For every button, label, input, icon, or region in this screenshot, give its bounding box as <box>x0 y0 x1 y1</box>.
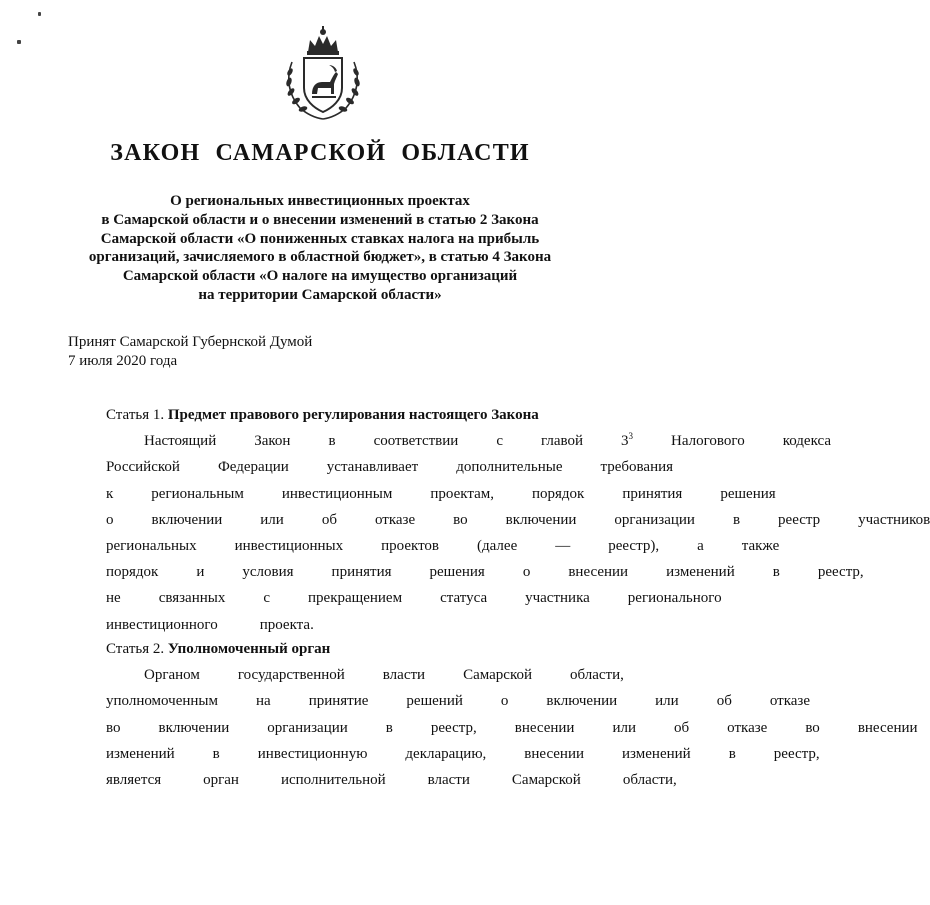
paragraph-word: решений <box>406 693 463 710</box>
paragraph-word: инвестиционную <box>257 745 368 762</box>
paragraph-word: и <box>196 564 205 581</box>
samara-coat-of-arms-icon <box>282 22 364 122</box>
paragraph-word: внесении <box>524 745 585 762</box>
paragraph-word: или <box>612 719 637 736</box>
paragraph-word: порядок <box>532 485 585 502</box>
law-subtitle <box>40 192 600 305</box>
paragraph-word: об <box>321 511 337 528</box>
paragraph-word: организации <box>267 719 348 736</box>
paragraph-word: власти <box>427 772 470 789</box>
paragraph-word: Российской <box>106 459 180 476</box>
article-paragraph <box>68 662 918 793</box>
paragraph-word: в <box>328 433 336 450</box>
paragraph-word: инвестиционных <box>234 538 344 555</box>
paragraph-word: внесении <box>568 564 629 581</box>
paragraph-line <box>68 741 820 767</box>
paragraph-word: об <box>674 719 690 736</box>
paragraph-word: организации <box>614 511 695 528</box>
paragraph-word: региональных <box>106 538 197 555</box>
paragraph-word: внесении <box>857 719 918 736</box>
subtitle-line: на территории Самарской области» <box>198 286 442 303</box>
paragraph-word: также <box>741 538 780 555</box>
paragraph-word: изменений <box>106 745 175 762</box>
paragraph-word: инвестиционным <box>281 485 393 502</box>
paragraph-word: Настоящий <box>144 433 217 450</box>
article-label: Статья 2. <box>106 641 165 657</box>
paragraph-word: реестр, <box>817 564 864 581</box>
article-label: Статья 1. <box>106 407 165 423</box>
paragraph-word: связанных <box>158 590 226 607</box>
paragraph-word: проекта. <box>259 616 314 633</box>
paragraph-word: региональным <box>151 485 244 502</box>
paragraph-word: власти <box>382 667 426 684</box>
paragraph-word: включении <box>505 511 577 528</box>
paragraph-word: области, <box>622 772 677 789</box>
paragraph-word: не <box>106 590 121 607</box>
paragraph-word: условия <box>242 564 294 581</box>
paragraph-line <box>68 559 864 585</box>
paragraph-word: включении <box>151 511 223 528</box>
paragraph-word: во <box>453 511 468 528</box>
subtitle-line: в Самарской области и о внесении изменений в статью 2 Закона <box>101 211 539 228</box>
paragraph-line <box>68 533 780 559</box>
paragraph-word: включении <box>546 693 618 710</box>
paragraph-word: принятие <box>308 693 369 710</box>
article-heading <box>68 636 559 662</box>
article-paragraph <box>68 428 930 638</box>
paragraph-word: отказе <box>769 693 811 710</box>
paragraph-word: в <box>212 745 220 762</box>
paragraph-word: реестр), <box>608 538 660 555</box>
paragraph-word: инвестиционного <box>106 616 218 633</box>
article-title: Уполномоченный орган <box>167 641 331 657</box>
paragraph-word: устанавливает <box>326 459 419 476</box>
paragraph-word: в <box>728 745 736 762</box>
article-1 <box>68 402 930 638</box>
article-heading <box>68 402 559 428</box>
paragraph-line <box>68 688 811 714</box>
paragraph-line <box>68 507 930 533</box>
paragraph-word: области, <box>570 667 624 684</box>
subtitle-line: О региональных инвестиционных проектах <box>170 193 470 209</box>
paragraph-word: государственной <box>237 667 345 684</box>
article-2 <box>68 636 918 793</box>
article-title: Предмет правового регулирования настоящего Закона <box>167 407 539 423</box>
paragraph-word: орган <box>203 772 239 789</box>
scan-speck <box>38 12 41 16</box>
paragraph-word: а <box>697 538 704 555</box>
paragraph-word: с <box>496 433 503 450</box>
paragraph-word: дополнительные <box>456 459 563 476</box>
paragraph-word: решения <box>720 485 776 502</box>
paragraph-line <box>68 481 776 507</box>
paragraph-word: Федерации <box>217 459 289 476</box>
paragraph-word: в <box>772 564 780 581</box>
paragraph-word: кодекса <box>782 433 831 450</box>
paragraph-line <box>68 612 559 638</box>
paragraph-word: — <box>555 538 571 555</box>
adopted-by: Принят Самарской Губернской Думой <box>68 334 313 350</box>
paragraph-line <box>68 428 831 454</box>
paragraph-word: принятия <box>331 564 392 581</box>
paragraph-word: отказе <box>374 511 416 528</box>
paragraph-word: отказе <box>727 719 768 736</box>
adoption-note <box>68 333 312 370</box>
paragraph-word: Самарской <box>463 667 532 684</box>
paragraph-word: об <box>716 693 732 710</box>
paragraph-word: реестр <box>778 511 821 528</box>
paragraph-word: на <box>256 693 271 710</box>
subtitle-line: Самарской области «О налоге на имущество организаций <box>122 268 518 285</box>
paragraph-line <box>68 454 674 480</box>
paragraph-word: является <box>106 772 162 789</box>
paragraph-word: или <box>655 693 679 710</box>
paragraph-word: участника <box>525 590 590 607</box>
paragraph-word: порядок <box>106 564 159 581</box>
paragraph-word: изменений <box>622 745 691 762</box>
paragraph-word: во <box>805 719 820 736</box>
paragraph-word: о <box>522 564 531 581</box>
paragraph-word: в <box>732 511 741 528</box>
paragraph-line <box>68 767 677 793</box>
paragraph-word: $3^3$ <box>621 431 634 450</box>
scan-speck <box>17 40 21 44</box>
paragraph-word: прекращением <box>308 590 403 607</box>
paragraph-word: решения <box>429 564 485 581</box>
paragraph-word: реестр, <box>773 745 820 762</box>
paragraph-word: декларацию, <box>405 745 487 762</box>
paragraph-word: изменений <box>666 564 735 581</box>
paragraph-word: проектов <box>381 538 440 555</box>
paragraph-word: реестр, <box>430 719 477 736</box>
paragraph-word: о <box>500 693 509 710</box>
paragraph-word: (далее <box>477 538 518 555</box>
adoption-date: 7 июля 2020 года <box>68 352 178 369</box>
paragraph-word: соответствии <box>373 433 459 450</box>
paragraph-line <box>68 662 624 688</box>
paragraph-line <box>68 715 918 741</box>
paragraph-word: требования <box>600 459 674 476</box>
paragraph-word: проектам, <box>430 485 494 502</box>
paragraph-word: исполнительной <box>280 772 386 789</box>
paragraph-word: включении <box>158 719 230 736</box>
paragraph-word: с <box>263 590 271 607</box>
law-title: ЗАКОН САМАРСКОЙ ОБЛАСТИ <box>110 140 530 166</box>
paragraph-word: в <box>385 719 393 736</box>
paragraph-word: Налогового <box>671 433 745 450</box>
paragraph-word: о <box>106 511 114 528</box>
paragraph-word: или <box>260 511 284 528</box>
subtitle-line: Самарской области «О пониженных ставках налога на прибыль <box>100 230 540 247</box>
paragraph-word: внесении <box>514 719 575 736</box>
paragraph-word: статуса <box>440 590 488 607</box>
paragraph-word: к <box>106 485 114 502</box>
paragraph-line <box>68 585 722 611</box>
paragraph-word: принятия <box>622 485 683 502</box>
paragraph-word: уполномоченным <box>106 693 218 710</box>
paragraph-word: главой <box>541 433 584 450</box>
subtitle-line: организаций, зачисляемого в областной бюджет», в статью 4 Закона <box>88 249 552 266</box>
paragraph-word: во <box>106 719 121 736</box>
paragraph-word: Органом <box>144 667 200 684</box>
paragraph-word: Самарской <box>511 772 581 789</box>
paragraph-word: регионального <box>627 590 722 607</box>
paragraph-word: участников <box>858 511 930 528</box>
paragraph-word: Закон <box>254 433 291 450</box>
